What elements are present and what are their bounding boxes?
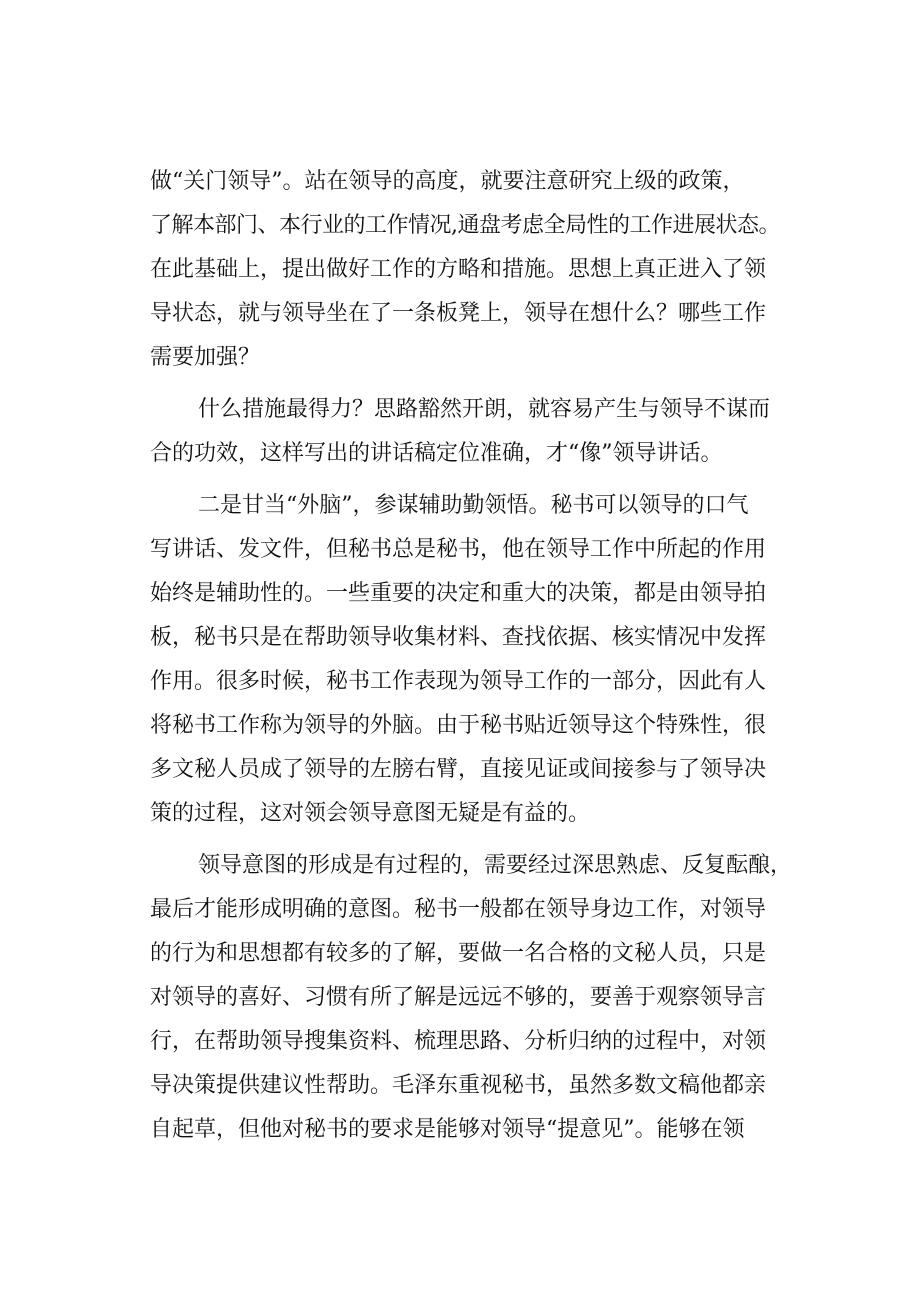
paragraph-4 (150, 844, 810, 1152)
text-line: 写讲话、发文件，但秘书总是秘书，他在领导工作中所起的作用 (150, 537, 767, 562)
text-line: 对领导的喜好、习惯有所了解是远远不够的，要善于观察领导言 (150, 985, 767, 1010)
text-line: 最后才能形成明确的意图。秘书一般都在领导身边工作，对领导 (150, 897, 767, 922)
paragraph-2 (150, 388, 810, 476)
text-line: 需要加强？ (150, 345, 261, 370)
text-line: 导状态，就与领导坐在了一条板凳上，领导在想什么？哪些工作 (150, 301, 767, 326)
text-line: 导决策提供建议性帮助。毛泽东重视秘书，虽然多数文稿他都亲 (150, 1073, 767, 1098)
paragraph-gap (150, 476, 810, 484)
text-line: 合的功效，这样写出的讲话稿定位准确，才“像”领导讲话。 (150, 441, 723, 466)
text-line: 始终是辅助性的。一些重要的决定和重大的决策，都是由领导拍 (150, 581, 767, 606)
text-line: 领导意图的形成是有过程的，需要经过深思熟虑、反复酝酿， (198, 853, 793, 878)
text-line: 策的过程，这对领会领导意图无疑是有益的。 (150, 801, 591, 826)
document-page (150, 160, 810, 1152)
text-line: 二是甘当“外脑”，参谋辅助勤领悟。秘书可以领导的口气 (198, 493, 749, 518)
paragraph-3 (150, 484, 810, 836)
text-line: 什么措施最得力？思路豁然开朗，就容易产生与领导不谋而 (198, 397, 771, 422)
text-line: 板，秘书只是在帮助领导收集材料、查找依据、核实情况中发挥 (150, 625, 767, 650)
text-line: 作用。很多时候，秘书工作表现为领导工作的一部分，因此有人 (150, 669, 767, 694)
text-line: 在此基础上，提出做好工作的方略和措施。思想上真正进入了领 (150, 257, 767, 282)
text-line: 的行为和思想都有较多的了解，要做一名合格的文秘人员，只是 (150, 941, 767, 966)
paragraph-gap (150, 380, 810, 388)
text-line: 做“关门领导”。站在领导的高度，就要注意研究上级的政策， (150, 169, 745, 194)
paragraph-gap (150, 836, 810, 844)
text-line: 行，在帮助领导搜集资料、梳理思路、分析归纳的过程中，对领 (150, 1029, 767, 1054)
text-line: 了解本部门、本行业的工作情况,通盘考虑全局性的工作进展状态。 (150, 213, 780, 238)
paragraph-1 (150, 160, 810, 380)
text-line: 将秘书工作称为领导的外脑。由于秘书贴近领导这个特殊性，很 (150, 713, 767, 738)
text-line: 自起草，但他对秘书的要求是能够对领导“提意见”。能够在领 (150, 1117, 745, 1142)
text-line: 多文秘人员成了领导的左膀右臂，直接见证或间接参与了领导决 (150, 757, 767, 782)
